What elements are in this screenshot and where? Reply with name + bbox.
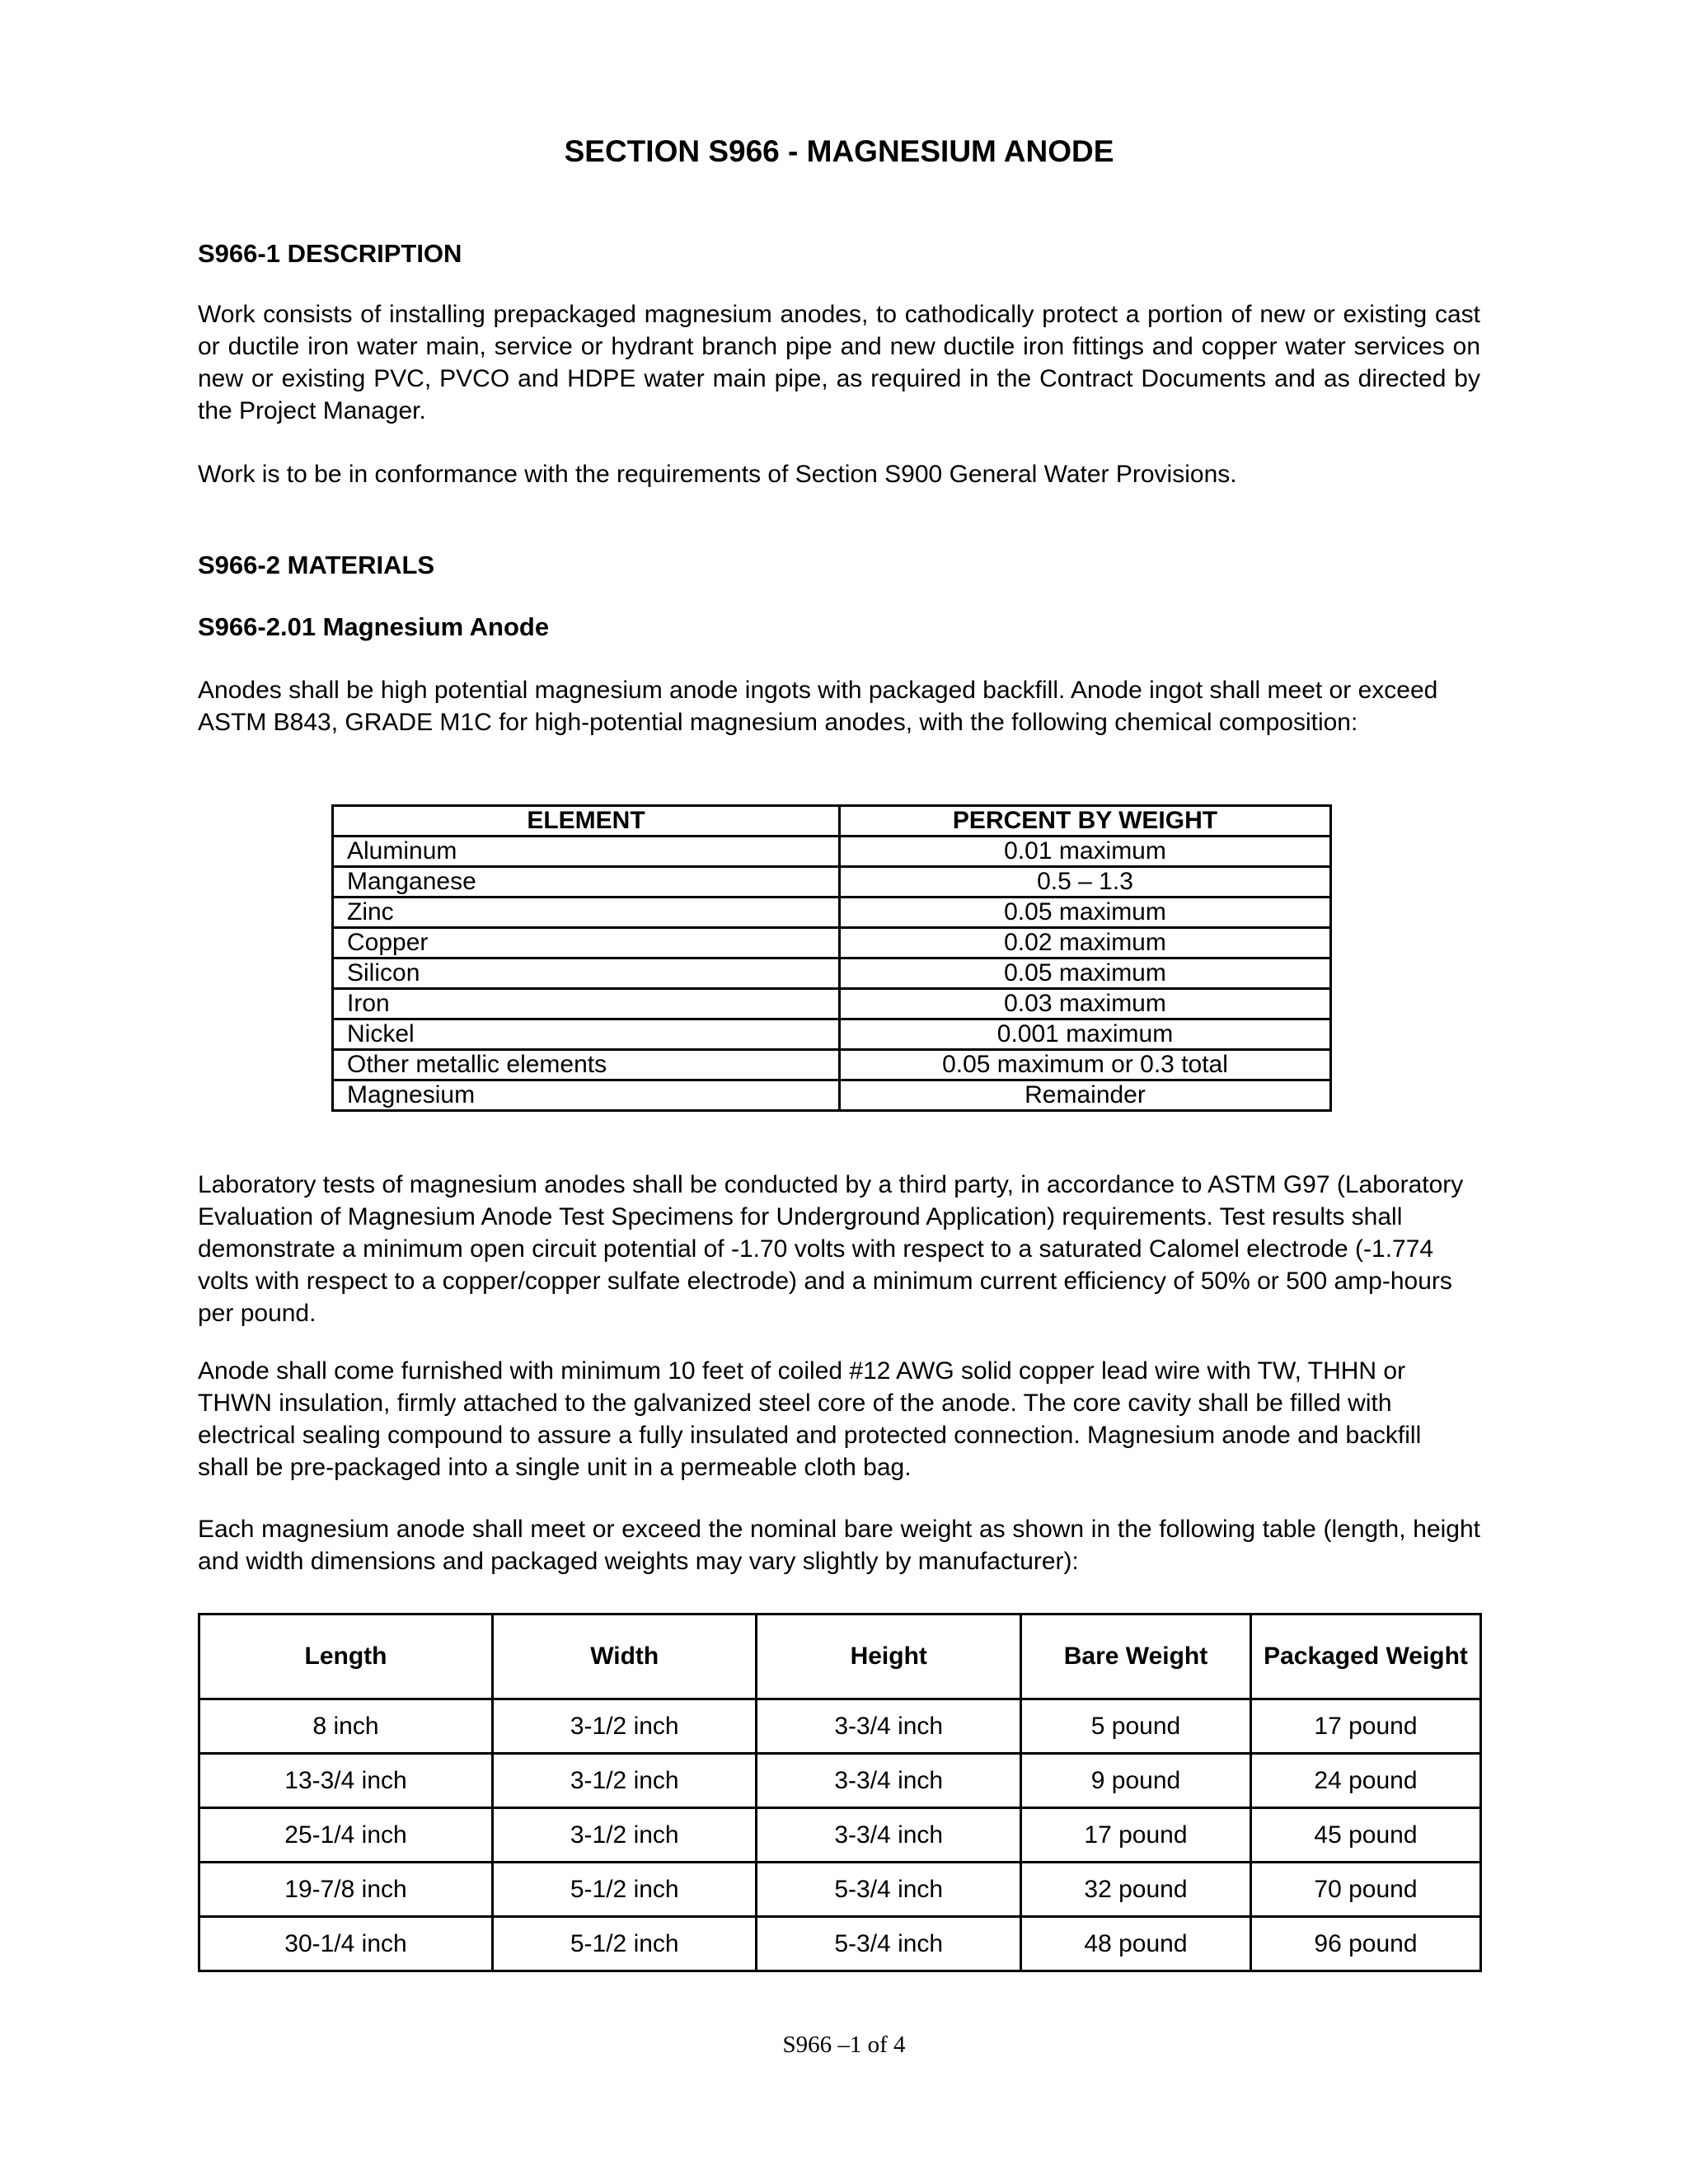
width-cell: 3-1/2 inch — [492, 1808, 757, 1863]
bare-weight-cell: 9 pound — [1021, 1754, 1251, 1808]
table-row — [199, 1699, 1481, 1754]
percent-cell: 0.03 maximum — [840, 989, 1331, 1019]
percent-cell: 0.5 – 1.3 — [840, 867, 1331, 898]
table-row — [333, 928, 1331, 958]
column-header-length: Length — [199, 1615, 493, 1699]
packaged-weight-cell: 45 pound — [1251, 1808, 1481, 1863]
page-footer: S966 –1 of 4 — [782, 2032, 906, 2058]
anode-dimensions-table — [198, 1613, 1482, 1972]
element-cell: Zinc — [333, 898, 840, 928]
table-row — [199, 1917, 1481, 1971]
column-header-packaged-weight: Packaged Weight — [1251, 1615, 1481, 1699]
length-cell: 8 inch — [199, 1699, 493, 1754]
table-row — [333, 1080, 1331, 1111]
bare-weight-cell: 48 pound — [1021, 1917, 1251, 1971]
height-cell: 3-3/4 inch — [757, 1699, 1021, 1754]
page-title: SECTION S966 - MAGNESIUM ANODE — [564, 134, 1114, 168]
section-heading-description: S966-1 DESCRIPTION — [198, 239, 462, 268]
table-row — [333, 898, 1331, 928]
anode-spec-paragraph: Anodes shall be high potential magnesium anode ingots with packaged backfill. Anode ingot shall meet or exceed ASTM B843, GRADE M1C for high-potential magnesium anodes, with the following chemical composition: — [198, 677, 1438, 736]
packaged-weight-cell: 17 pound — [1251, 1699, 1481, 1754]
element-cell: Other metallic elements — [333, 1050, 840, 1080]
width-cell: 5-1/2 inch — [492, 1917, 757, 1971]
element-cell: Iron — [333, 989, 840, 1019]
percent-cell: 0.05 maximum or 0.3 total — [840, 1050, 1331, 1080]
table-header-row — [333, 806, 1331, 837]
section-heading-materials: S966-2 MATERIALS — [198, 551, 435, 579]
description-paragraph: Work consists of installing prepackaged magnesium anodes, to cathodically protect a portion of new or existing cast or ductile iron water main, service or hydrant branch pipe and new ductile iron fittings and copper water services on new or existing PVC, PVCO and HDPE water main pipe, as required in the Contract Documents and as directed by the Project Manager. — [198, 301, 1480, 424]
element-cell: Silicon — [333, 958, 840, 989]
length-cell: 19-7/8 inch — [199, 1863, 493, 1917]
element-cell: Nickel — [333, 1019, 840, 1050]
packaged-weight-cell: 70 pound — [1251, 1863, 1481, 1917]
height-cell: 5-3/4 inch — [757, 1863, 1021, 1917]
height-cell: 3-3/4 inch — [757, 1808, 1021, 1863]
table-row — [333, 837, 1331, 867]
length-cell: 30-1/4 inch — [199, 1917, 493, 1971]
packaged-weight-cell: 24 pound — [1251, 1754, 1481, 1808]
element-cell: Aluminum — [333, 837, 840, 867]
column-header-width: Width — [492, 1615, 757, 1699]
width-cell: 3-1/2 inch — [492, 1699, 757, 1754]
bare-weight-cell: 17 pound — [1021, 1808, 1251, 1863]
percent-cell: Remainder — [840, 1080, 1331, 1111]
subsection-heading-magnesium-anode: S966-2.01 Magnesium Anode — [198, 612, 550, 641]
height-cell: 5-3/4 inch — [757, 1917, 1021, 1971]
table-row — [333, 867, 1331, 898]
bare-weight-cell: 5 pound — [1021, 1699, 1251, 1754]
percent-cell: 0.001 maximum — [840, 1019, 1331, 1050]
length-cell: 13-3/4 inch — [199, 1754, 493, 1808]
column-header-bare-weight: Bare Weight — [1021, 1615, 1251, 1699]
width-cell: 3-1/2 inch — [492, 1754, 757, 1808]
lead-wire-paragraph: Anode shall come furnished with minimum 10 feet of coiled #12 AWG solid copper lead wire with TW, THHN or THWN insulation, firmly attached to the galvanized steel core of the anode. The core cavity shall be filled with electrical sealing compound to assure a fully insulated and protected connection. Magnesium anode and backfill shall be pre-packaged into a single unit in a permeable cloth bag. — [198, 1357, 1422, 1481]
table-row — [333, 958, 1331, 989]
column-header-height: Height — [757, 1615, 1021, 1699]
element-cell: Copper — [333, 928, 840, 958]
element-cell: Manganese — [333, 867, 840, 898]
height-cell: 3-3/4 inch — [757, 1754, 1021, 1808]
table-header-row — [199, 1615, 1481, 1699]
bare-weight-cell: 32 pound — [1021, 1863, 1251, 1917]
table-row — [199, 1863, 1481, 1917]
percent-cell: 0.02 maximum — [840, 928, 1331, 958]
laboratory-tests-paragraph: Laboratory tests of magnesium anodes shall be conducted by a third party, in accordance to ASTM G97 (Laboratory Evaluation of Magnesium Anode Test Specimens for Underground Application) requirements. Test results shall demonstrate a minimum open circuit potential of -1.70 volts with respect to a saturated Calomel electrode (-1.774 volts with respect to a copper/copper sulfate electrode) and a minimum current efficiency of 50% or 500 amp-hours per pound. — [198, 1171, 1464, 1327]
conformance-paragraph: Work is to be in conformance with the requirements of Section S900 General Water Provisions. — [198, 461, 1237, 488]
percent-cell: 0.05 maximum — [840, 958, 1331, 989]
percent-cell: 0.01 maximum — [840, 837, 1331, 867]
table-row — [199, 1808, 1481, 1863]
table-row — [199, 1754, 1481, 1808]
width-cell: 5-1/2 inch — [492, 1863, 757, 1917]
percent-cell: 0.05 maximum — [840, 898, 1331, 928]
composition-table — [331, 804, 1332, 1112]
table-row — [333, 989, 1331, 1019]
table-row — [333, 1050, 1331, 1080]
bare-weight-paragraph: Each magnesium anode shall meet or exceed the nominal bare weight as shown in the following table (length, height and width dimensions and packaged weights may vary slightly by manufacturer): — [198, 1516, 1480, 1575]
packaged-weight-cell: 96 pound — [1251, 1917, 1481, 1971]
column-header-percent: PERCENT BY WEIGHT — [840, 806, 1331, 837]
column-header-element: ELEMENT — [333, 806, 840, 837]
table-row — [333, 1019, 1331, 1050]
element-cell: Magnesium — [333, 1080, 840, 1111]
length-cell: 25-1/4 inch — [199, 1808, 493, 1863]
